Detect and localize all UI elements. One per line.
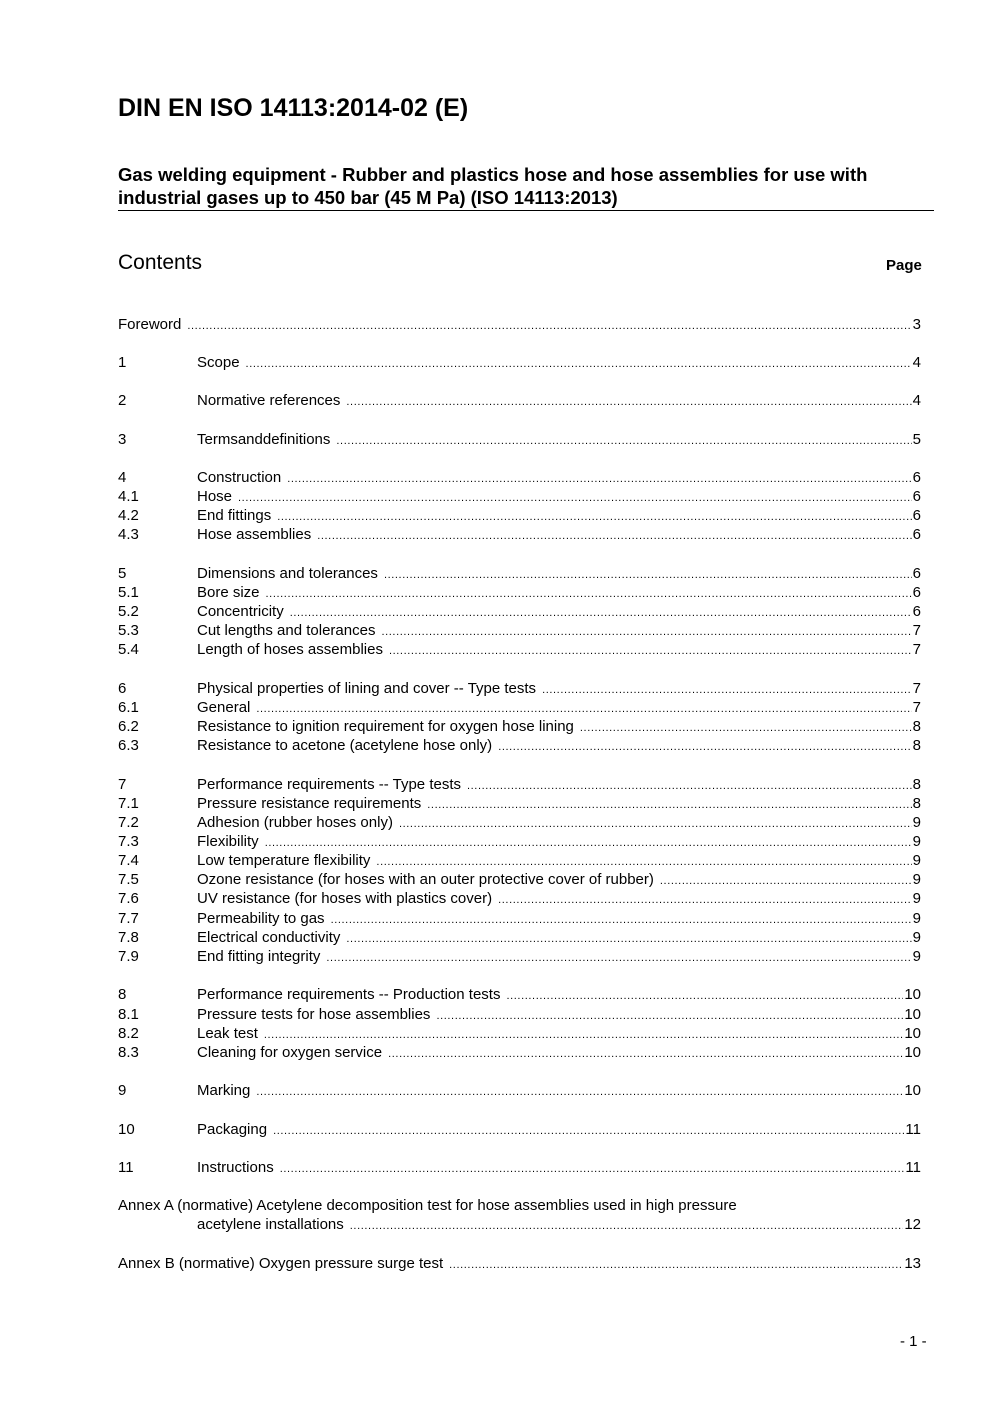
toc-entry[interactable] <box>118 1043 921 1063</box>
toc-number: 4.1 <box>118 488 139 505</box>
toc-title: Low temperature flexibility <box>197 852 371 869</box>
dot-leader <box>317 526 911 546</box>
dot-leader <box>326 948 911 968</box>
toc-number: 4 <box>118 469 127 486</box>
dot-leader <box>467 776 912 796</box>
toc-entry[interactable] <box>118 506 921 526</box>
toc-title: Pressure resistance requirements <box>197 795 422 812</box>
toc-page: 10 <box>904 1006 921 1023</box>
toc-number: 6 <box>118 680 127 697</box>
dot-leader <box>580 718 912 738</box>
toc-page: 9 <box>912 890 921 907</box>
toc-page: 9 <box>912 929 921 946</box>
dot-leader <box>277 507 911 527</box>
toc-number: 5.4 <box>118 641 139 658</box>
toc-entry[interactable] <box>118 794 921 814</box>
toc-entry[interactable] <box>118 813 921 833</box>
toc-title: Construction <box>197 469 282 486</box>
toc-entry[interactable] <box>118 1158 921 1178</box>
toc-entry[interactable] <box>118 736 921 756</box>
toc-number: 8.2 <box>118 1025 139 1042</box>
toc-number: 5.1 <box>118 584 139 601</box>
toc-entry[interactable] <box>118 851 921 871</box>
toc-page: 4 <box>912 392 921 409</box>
dot-leader <box>542 680 912 700</box>
toc-number: 3 <box>118 431 127 448</box>
dot-leader <box>388 1044 903 1064</box>
dot-leader <box>273 1121 904 1141</box>
toc-entry[interactable] <box>118 640 921 660</box>
toc-title: Flexibility <box>197 833 259 850</box>
dot-leader <box>427 795 911 815</box>
toc-number: 8.3 <box>118 1044 139 1061</box>
toc-number: 7.4 <box>118 852 139 869</box>
toc-page: 7 <box>912 641 921 658</box>
toc-page: 10 <box>904 1025 921 1042</box>
toc-number: 7.6 <box>118 890 139 907</box>
dot-leader <box>376 852 911 872</box>
toc-entry[interactable] <box>118 1120 921 1140</box>
annex-a-entry[interactable] <box>118 1215 921 1235</box>
toc-entry[interactable] <box>118 430 921 450</box>
toc-entry[interactable] <box>118 889 921 909</box>
toc-page: 6 <box>912 565 921 582</box>
dot-leader <box>290 603 912 623</box>
dot-leader <box>350 1216 904 1236</box>
dot-leader <box>264 1025 903 1045</box>
toc-title: Length of hoses assemblies <box>197 641 383 658</box>
toc-title: Performance requirements -- Type tests <box>197 776 461 793</box>
toc-entry[interactable] <box>118 832 921 852</box>
toc-number: 1 <box>118 354 127 371</box>
toc-page: 5 <box>912 431 921 448</box>
toc-entry[interactable] <box>118 1005 921 1025</box>
toc-number: 4.3 <box>118 526 139 543</box>
toc-entry[interactable] <box>118 353 921 373</box>
toc-number: 7.9 <box>118 948 139 965</box>
document-subtitle <box>118 163 934 209</box>
dot-leader <box>498 890 912 910</box>
toc-page: 6 <box>912 488 921 505</box>
toc-title: End fitting integrity <box>197 948 321 965</box>
toc-title: Normative references <box>197 392 341 409</box>
toc-entry[interactable] <box>118 315 921 335</box>
toc-entry[interactable] <box>118 698 921 718</box>
toc-title: Cut lengths and tolerances <box>197 622 376 639</box>
toc-number: 7.1 <box>118 795 139 812</box>
toc-number: 10 <box>118 1121 135 1138</box>
dot-leader <box>336 431 911 451</box>
dot-leader <box>399 814 912 834</box>
toc-title: Resistance to acetone (acetylene hose only) <box>197 737 493 754</box>
subtitle-line-1: Gas welding equipment - Rubber and plastics hose and hose assemblies for use with <box>118 164 868 185</box>
toc-entry[interactable] <box>118 468 921 488</box>
toc-entry[interactable] <box>118 564 921 584</box>
toc-number: 5.3 <box>118 622 139 639</box>
toc-number: 5.2 <box>118 603 139 620</box>
dot-leader <box>246 354 912 374</box>
toc-entry[interactable] <box>118 928 921 948</box>
toc-page: 9 <box>912 910 921 927</box>
dot-leader <box>287 469 911 489</box>
toc-page: 9 <box>912 871 921 888</box>
toc-title: Physical properties of lining and cover -- Type tests <box>197 680 537 697</box>
toc-number: 2 <box>118 392 127 409</box>
toc-page: 9 <box>912 948 921 965</box>
toc-number: 5 <box>118 565 127 582</box>
toc-title: Scope <box>197 354 240 371</box>
page-column-label: Page <box>886 257 922 274</box>
toc-page: 6 <box>912 526 921 543</box>
toc-page: 6 <box>912 584 921 601</box>
toc-number: 7.3 <box>118 833 139 850</box>
dot-leader <box>449 1255 903 1275</box>
toc-title: acetylene installations <box>197 1216 344 1233</box>
toc-page: 11 <box>905 1159 921 1176</box>
toc-entry[interactable] <box>118 717 921 737</box>
toc-page: 8 <box>912 776 921 793</box>
toc-entry[interactable] <box>118 679 921 699</box>
toc-number: 7.8 <box>118 929 139 946</box>
toc-entry[interactable] <box>118 1024 921 1044</box>
toc-title: Hose assemblies <box>197 526 312 543</box>
toc-title: Performance requirements -- Production tests <box>197 986 501 1003</box>
toc-entry[interactable] <box>118 985 921 1005</box>
toc-page: 7 <box>912 622 921 639</box>
toc-number: 7 <box>118 776 127 793</box>
toc-number: 11 <box>118 1159 134 1176</box>
toc-title: Pressure tests for hose assemblies <box>197 1006 431 1023</box>
toc-title: Concentricity <box>197 603 284 620</box>
toc-entry[interactable] <box>118 391 921 411</box>
toc-page: 6 <box>912 507 921 524</box>
toc-title: Dimensions and tolerances <box>197 565 378 582</box>
toc-number: 9 <box>118 1082 127 1099</box>
dot-leader <box>187 316 911 336</box>
toc-title: Termsanddefinitions <box>197 431 331 448</box>
title-divider <box>118 210 934 211</box>
toc-title: Cleaning for oxygen service <box>197 1044 383 1061</box>
toc-page: 9 <box>912 833 921 850</box>
toc-page: 6 <box>912 603 921 620</box>
toc-title: Permeability to gas <box>197 910 325 927</box>
toc-page: 11 <box>905 1121 921 1138</box>
dot-leader <box>331 910 912 930</box>
toc-entry[interactable] <box>118 525 921 545</box>
dot-leader <box>506 986 903 1006</box>
toc-title: Instructions <box>197 1159 274 1176</box>
toc-title: Leak test <box>197 1025 258 1042</box>
toc-page: 4 <box>912 354 921 371</box>
toc-title: Foreword <box>118 316 182 333</box>
toc-title: Annex B (normative) Oxygen pressure surge test <box>118 1255 444 1272</box>
toc-page: 7 <box>912 680 921 697</box>
contents-heading: Contents <box>118 251 203 274</box>
toc-entry[interactable] <box>118 947 921 967</box>
toc-entry[interactable] <box>118 621 921 641</box>
toc-page: 10 <box>904 1044 921 1061</box>
toc-title: Bore size <box>197 584 260 601</box>
dot-leader <box>660 871 912 891</box>
dot-leader <box>280 1159 905 1179</box>
toc-number: 7.7 <box>118 910 139 927</box>
dot-leader <box>384 565 912 585</box>
toc-number: 6.3 <box>118 737 139 754</box>
toc-title: Marking <box>197 1082 251 1099</box>
toc-page: 7 <box>912 699 921 716</box>
toc-entry[interactable] <box>118 870 921 890</box>
dot-leader <box>266 584 912 604</box>
dot-leader <box>238 488 912 508</box>
dot-leader <box>498 737 911 757</box>
toc-number: 8 <box>118 986 127 1003</box>
toc-title: Hose <box>197 488 233 505</box>
toc-page: 8 <box>912 718 921 735</box>
toc-page: 9 <box>912 814 921 831</box>
page-number-footer: - 1 - <box>900 1333 927 1350</box>
toc-title: Ozone resistance (for hoses with an outer protective cover of rubber) <box>197 871 654 888</box>
toc-page: 8 <box>912 795 921 812</box>
toc-title: Packaging <box>197 1121 268 1138</box>
toc-title: UV resistance (for hoses with plastics cover) <box>197 890 493 907</box>
toc-number: 8.1 <box>118 1006 139 1023</box>
dot-leader <box>265 833 912 853</box>
dot-leader <box>256 699 911 719</box>
toc-page: 12 <box>904 1216 921 1233</box>
toc-page: 13 <box>904 1255 921 1272</box>
dot-leader <box>256 1082 903 1102</box>
toc-entry[interactable] <box>118 583 921 603</box>
toc-number: 6.2 <box>118 718 139 735</box>
dot-leader <box>346 929 911 949</box>
dot-leader <box>381 622 911 642</box>
toc-page: 8 <box>912 737 921 754</box>
annex-a-title-line-1[interactable]: Annex A (normative) Acetylene decomposition test for hose assemblies used in high pressure <box>118 1197 737 1214</box>
toc-number: 7.5 <box>118 871 139 888</box>
toc-page: 10 <box>904 1082 921 1099</box>
toc-number: 6.1 <box>118 699 139 716</box>
toc-entry[interactable] <box>118 602 921 622</box>
dot-leader <box>389 641 912 661</box>
toc-title: General <box>197 699 251 716</box>
toc-entry[interactable] <box>118 775 921 795</box>
toc-title: Resistance to ignition requirement for oxygen hose lining <box>197 718 574 735</box>
dot-leader <box>436 1006 903 1026</box>
dot-leader <box>346 392 911 412</box>
toc-entry[interactable] <box>118 487 921 507</box>
toc-title: Adhesion (rubber hoses only) <box>197 814 393 831</box>
toc-entry[interactable] <box>118 909 921 929</box>
toc-entry[interactable] <box>118 1081 921 1101</box>
toc-page: 3 <box>912 316 921 333</box>
toc-number: 7.2 <box>118 814 139 831</box>
annex-b-entry[interactable] <box>118 1254 921 1274</box>
toc-page: 10 <box>904 986 921 1003</box>
toc-title: Electrical conductivity <box>197 929 341 946</box>
toc-title: End fittings <box>197 507 272 524</box>
toc-page: 9 <box>912 852 921 869</box>
subtitle-line-2: industrial gases up to 450 bar (45 M Pa) (ISO 14113:2013) <box>118 187 618 208</box>
document-title: DIN EN ISO 14113:2014-02 (E) <box>118 94 469 122</box>
toc-number: 4.2 <box>118 507 139 524</box>
toc-page: 6 <box>912 469 921 486</box>
